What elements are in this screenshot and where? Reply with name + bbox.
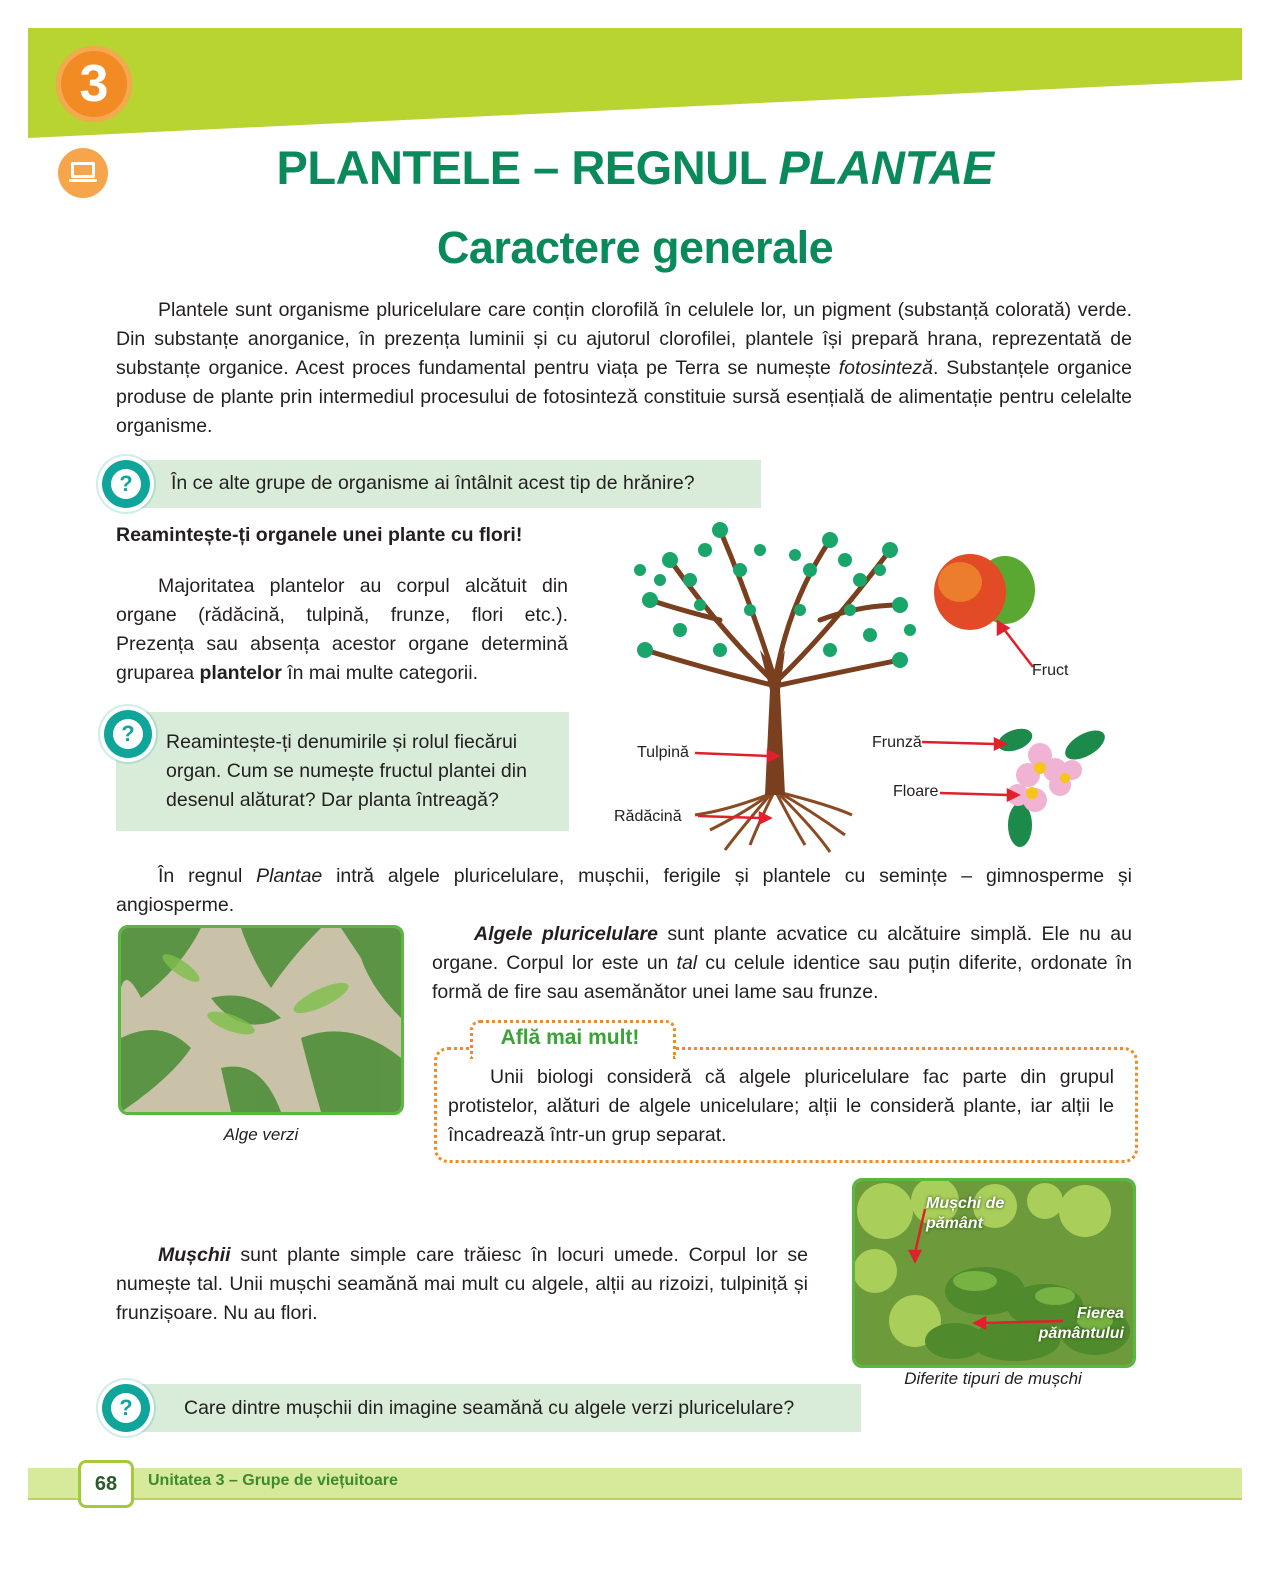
page-subtitle: Caractere generale [436,222,834,273]
label-liverwort: Fierea pământului [1038,1305,1124,1342]
question-icon: ? [102,1384,150,1432]
page-number: 68 [78,1460,134,1508]
organs-paragraph: Majoritatea plantelor au corpul alcătuit din organe (rădăcină, tulpină, frunze, flori etc.). Prezența sau absența acestor organe determină gruparea plantelor în mai multe categorii. [116,575,568,684]
label-fruit: Fruct [1032,662,1069,679]
footer-unit-title: Unitatea 3 – Grupe de viețuitoare [148,1472,398,1489]
question-box-2 [116,712,569,831]
question-icon: ? [104,710,152,758]
tree-branches [645,530,900,685]
label-flower: Floare [893,783,939,800]
question-box-3 [116,1384,861,1432]
green-algae-photo [118,925,404,1115]
organs-heading: Reamintește-ți organele unei plante cu flori! [116,524,523,546]
label-ground-moss: Mușchi de pământ [926,1195,1005,1232]
question-text: În ce alte grupe de organisme ai întâlnit acest tip de hrănire? [171,472,695,494]
label-leaf: Frunză [872,734,922,751]
intro-paragraph: Plantele sunt organisme pluricelulare care conțin clorofilă în celulele lor, un pigment (substanță colorată) verde. Din substanțe anorganice, în prezența luminii și cu ajutorul clorofilei, plantele își prepară hrana, reprezentată de substanțe organice. Acest proces fundamental pentru viața pe Terra se numește fotosinteză. Substanțele organice produse de plante prin intermediul procesului de fotosinteză constituie sursă esențială de alimentație pentru celelalte organisme. [116,299,1132,437]
algae-paragraph: Algele pluricelulare sunt plante acvatice cu alcătuire simplă. Ele nu au organe. Corpul lor este un tal cu celule identice sau puțin diferite, ordonate în formă de fire sau asemănător unei lame sau frunze. [432,923,1133,1003]
page-title: PLANTELE – REGNUL PLANTAE [276,141,994,194]
question-box-1 [116,460,761,508]
learn-more-text: Unii biologi consideră că algele pluricelulare fac parte din grupul protistelor, alături de algele unicelulare; alții le consideră plante, iar alții le încadrează într-un grup separat. [448,1066,1114,1146]
moss-caption: Diferite tipuri de mușchi [904,1369,1082,1388]
flowers-image [995,724,1110,847]
label-root: Rădăcină [614,808,682,825]
question-text: Reamintește-ți denumirile și rolul fiecărui organ. Cum se numește fructul plantei din desenul alăturat? Dar planta întreagă? [166,731,527,811]
moss-paragraph: Mușchii sunt plante simple care trăiesc în locuri umede. Corpul lor se numește tal. Unii mușchi seamănă mai mult cu algele, alții au rizoizi, tulpiniță și frunzișoare. Nu au flori. [116,1244,808,1324]
tree-leaves [634,522,916,668]
kingdom-paragraph: În regnul Plantae intră algele pluricelulare, mușchii, ferigile și plantele cu semințe – gimnosperme și angiosperme. [116,865,1132,916]
question-text: Care dintre mușchii din imagine seamănă cu algele verzi pluricelulare? [184,1397,795,1419]
unit-number-badge: 3 [56,46,132,122]
algae-caption: Alge verzi [223,1125,299,1144]
tree-roots [695,790,852,852]
question-icon: ? [102,460,150,508]
learn-more-title: Află mai mult! [500,1026,640,1049]
apples-image [934,554,1035,630]
header-banner [28,28,1242,138]
label-stem: Tulpină [637,744,689,761]
